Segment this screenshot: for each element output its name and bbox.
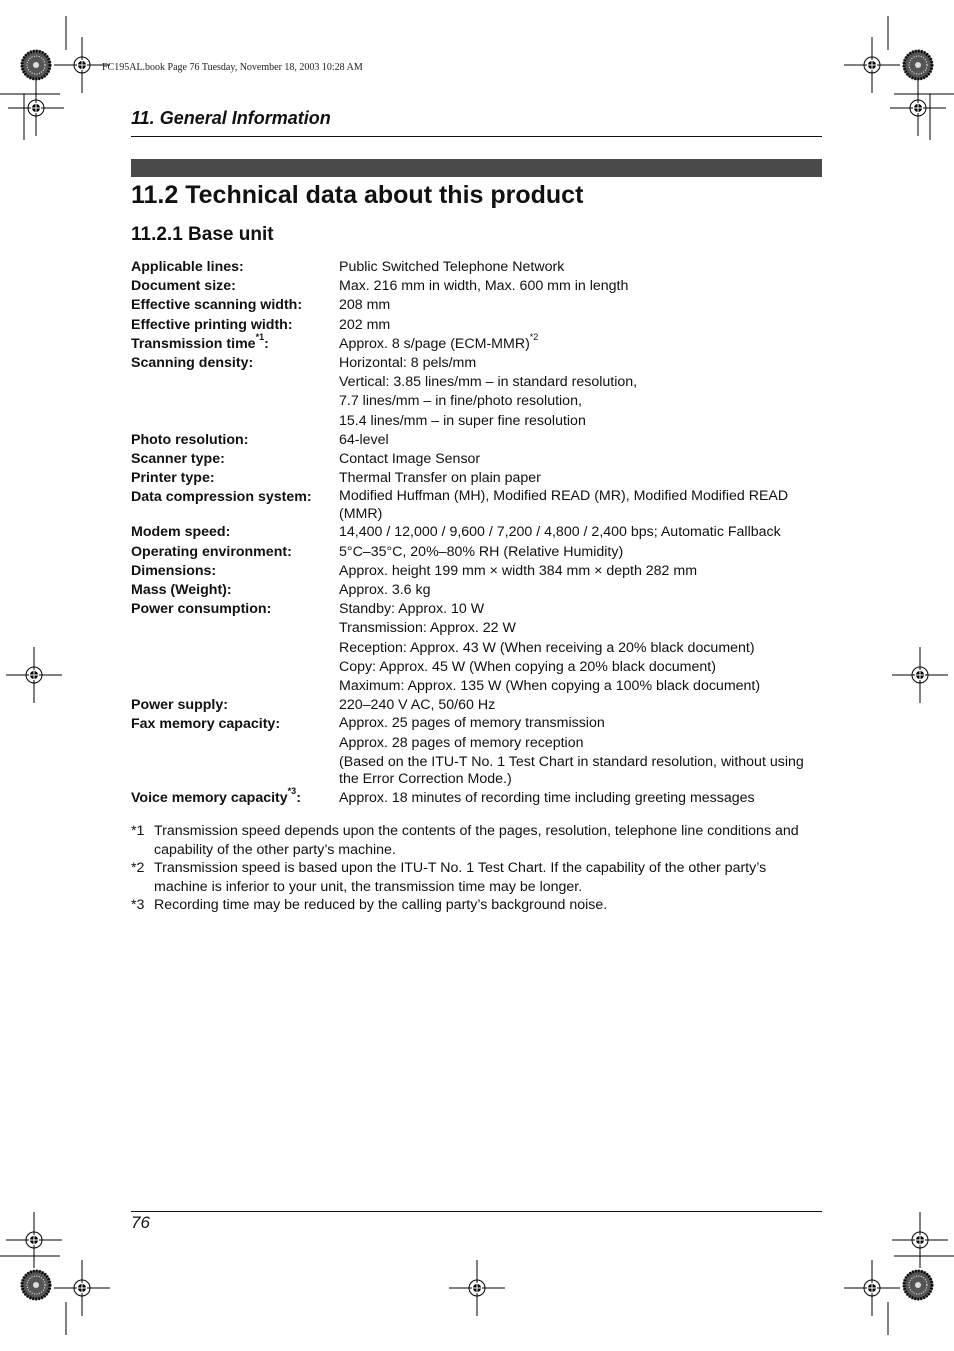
footnote-mark: *3 — [131, 897, 145, 913]
spec-row — [131, 696, 822, 715]
spec-value: Horizontal: 8 pels/mm — [339, 355, 477, 372]
spec-row — [131, 332, 822, 354]
section-header: 11. General Information — [131, 108, 331, 128]
spec-row — [131, 786, 822, 808]
title-bar — [131, 159, 822, 177]
spec-row — [131, 523, 822, 542]
spec-label: Printer type: — [131, 470, 215, 487]
spec-label: Voice memory capacity$^{*3}$: — [131, 786, 301, 806]
spec-values — [339, 354, 822, 431]
footnote-mark: *1 — [131, 823, 145, 839]
spec-values — [339, 332, 822, 354]
spec-value: Transmission: Approx. 22 W — [339, 620, 516, 637]
spec-label: Photo resolution: — [131, 431, 249, 448]
spec-row — [131, 258, 822, 277]
spec-values — [339, 450, 822, 469]
spec-label: Fax memory capacity: — [131, 716, 281, 733]
spec-value: Contact Image Sensor — [339, 451, 481, 468]
spec-value: 220–240 V AC, 50/60 Hz — [339, 697, 496, 714]
spec-value: Copy: Approx. 45 W (When copying a 20% black document) — [339, 658, 716, 675]
spec-value: Modified Huffman (MH), Modified READ (MR), Modified Modified READ (MMR) — [339, 488, 789, 522]
spec-values — [339, 581, 822, 600]
spec-values — [339, 296, 822, 315]
spec-values — [339, 469, 822, 488]
spec-label: Dimensions: — [131, 562, 217, 579]
page-number: 76 — [131, 1213, 150, 1232]
spec-value: Approx. 28 pages of memory reception — [339, 734, 584, 751]
spec-label: Data compression system: — [131, 489, 312, 506]
spec-label: Power supply: — [131, 697, 228, 714]
spec-values — [339, 696, 822, 715]
spec-value: 7.7 lines/mm – in fine/photo resolution, — [339, 393, 582, 410]
spec-values — [339, 488, 822, 523]
spec-values — [339, 715, 822, 788]
spec-value: Approx. 18 minutes of recording time including greeting messages — [339, 789, 755, 806]
spec-row — [131, 450, 822, 469]
spec-value: Reception: Approx. 43 W (When receiving a 20% black document) — [339, 639, 755, 656]
spec-label: Operating environment: — [131, 543, 292, 560]
spec-label: Effective printing width: — [131, 316, 293, 333]
spec-value: Maximum: Approx. 135 W (When copying a 100% black document) — [339, 678, 761, 695]
spec-value: Max. 216 mm in width, Max. 600 mm in length — [339, 278, 629, 295]
spec-values — [339, 523, 822, 542]
footnote — [131, 896, 822, 915]
header-rule — [131, 136, 822, 137]
spec-value: 208 mm — [339, 297, 391, 314]
spec-value: 5°C–35°C, 20%–80% RH (Relative Humidity) — [339, 543, 624, 560]
spec-value: 202 mm — [339, 316, 391, 333]
spec-table — [131, 258, 822, 808]
spec-value: Approx. 25 pages of memory transmission — [339, 715, 605, 732]
spec-value: Public Switched Telephone Network — [339, 259, 565, 275]
spec-row — [131, 600, 822, 696]
footnote — [131, 822, 822, 859]
footnote-mark: *2 — [131, 860, 145, 876]
spec-label: Mass (Weight): — [131, 582, 232, 599]
spec-label: Scanner type: — [131, 451, 225, 468]
footnote-text: Transmission speed depends upon the contents of the pages, resolution, telephone line conditions and capability of the other party’s machine. — [154, 823, 799, 858]
footnotes — [131, 822, 822, 915]
spec-row — [131, 562, 822, 581]
spec-value: Approx. height 199 mm × width 384 mm × depth 282 mm — [339, 562, 698, 579]
footnote-text: Transmission speed is based upon the ITU-T No. 1 Test Chart. If the capability of the other party’s machine is inferior to your unit, the transmission time may be longer. — [154, 860, 767, 895]
spec-values — [339, 277, 822, 296]
spec-value: Approx. 8 s/page $(ECM-MMR)^{*2}$ — [339, 332, 539, 352]
subsection-title: 11.2.1 Base unit — [131, 224, 274, 245]
spec-values — [339, 789, 822, 808]
spec-values — [339, 562, 822, 581]
spec-label: Scanning density: — [131, 355, 254, 372]
spec-label: Applicable lines: — [131, 259, 244, 275]
spec-values — [339, 258, 822, 277]
spec-values — [339, 543, 822, 562]
spec-value: (Based on the ITU-T No. 1 Test Chart in standard resolution, without using the Error Correction Mode.) — [339, 753, 804, 788]
spec-value: Thermal Transfer on plain paper — [339, 470, 541, 487]
spec-values — [339, 600, 822, 696]
spec-label: Document size: — [131, 278, 236, 295]
spec-label: Power consumption: — [131, 601, 272, 618]
spec-value: Standby: Approx. 10 W — [339, 601, 485, 618]
spec-value: 14,400 / 12,000 / 9,600 / 7,200 / 4,800 / 2,400 bps; Automatic Fallback — [339, 524, 781, 541]
spec-row — [131, 316, 822, 335]
spec-value: Approx. 3.6 kg — [339, 582, 431, 599]
spec-row — [131, 715, 822, 788]
footnote — [131, 859, 822, 896]
spec-row — [131, 543, 822, 562]
spec-row — [131, 581, 822, 600]
spec-row — [131, 431, 822, 450]
spec-value: 64-level — [339, 431, 389, 448]
spec-value: Vertical: 3.85 lines/mm – in standard resolution, — [339, 374, 638, 391]
spec-label: Effective scanning width: — [131, 297, 303, 314]
spec-label: Transmission time$^{*1}$: — [131, 332, 269, 352]
footnote-text: Recording time may be reduced by the calling party’s background noise. — [154, 897, 608, 913]
spec-values — [339, 431, 822, 450]
spec-row — [131, 354, 822, 431]
spec-row — [131, 277, 822, 296]
footer-rule — [131, 1211, 822, 1212]
spec-value: 15.4 lines/mm – in super fine resolution — [339, 412, 586, 429]
spec-values — [339, 316, 822, 335]
page-title: 11.2 Technical data about this product — [131, 181, 584, 209]
print-slug-line: FC195AL.book Page 76 Tuesday, November 18, 2003 10:28 AM — [102, 62, 363, 73]
spec-row — [131, 488, 822, 523]
spec-label: Modem speed: — [131, 524, 231, 541]
spec-row — [131, 296, 822, 315]
spec-row — [131, 469, 822, 488]
